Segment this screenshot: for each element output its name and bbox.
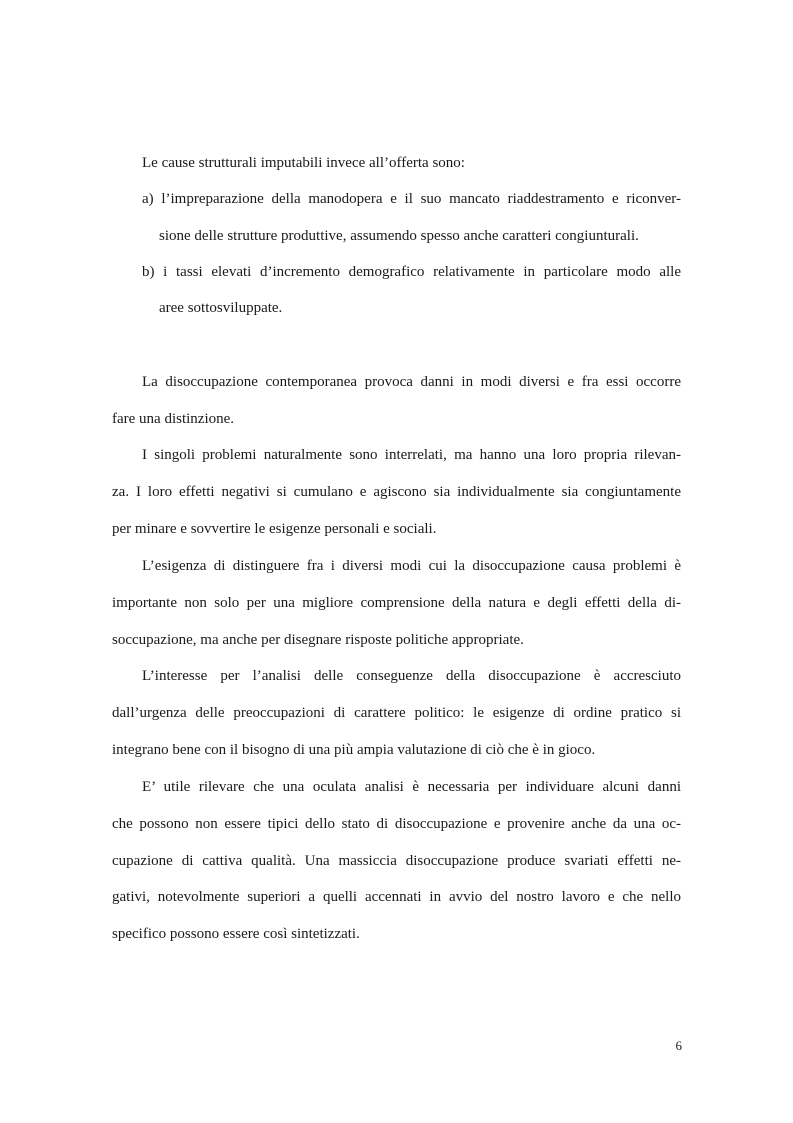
paragraph-line: Le cause strutturali imputabili invece all’offerta sono: [142,155,465,171]
paragraph-line: E’ utile rilevare che una oculata analisi è necessaria per individuare alcuni danni [142,779,681,795]
paragraph-line: dall’urgenza delle preoccupazioni di carattere politico: le esigenze di ordine pratico si [112,705,681,721]
paragraph-line: cupazione di cattiva qualità. Una massiccia disoccupazione produce svariati effetti ne- [112,853,681,869]
list-item-line: a) l’impreparazione della manodopera e il suo mancato riaddestramento e riconver- [142,191,681,207]
paragraph-line: importante non solo per una migliore comprensione della natura e degli effetti della di- [112,595,681,611]
list-item-line: b) i tassi elevati d’incremento demografico relativamente in particolare modo alle [142,264,681,280]
paragraph-line: fare una distinzione. [112,411,235,427]
paragraph-line: I singoli problemi naturalmente sono interrelati, ma hanno una loro propria rilevan- [142,447,681,463]
list-item-line: aree sottosviluppate. [159,300,283,316]
paragraph-line: specifico possono essere così sintetizzati. [112,926,360,942]
paragraph-line: soccupazione, ma anche per disegnare risposte politiche appropriate. [112,632,524,648]
paragraph-line: L’esigenza di distinguere fra i diversi modi cui la disoccupazione causa problemi è [142,558,681,574]
paragraph-line: che possono non essere tipici dello stato di disoccupazione e provenire anche da una oc- [112,816,681,832]
list-item-line: sione delle strutture produttive, assumendo spesso anche caratteri congiunturali. [159,228,639,244]
paragraph-line: za. I loro effetti negativi si cumulano e agiscono sia individualmente sia congiuntamente [112,484,681,500]
paragraph-line: per minare e sovvertire le esigenze personali e sociali. [112,521,437,537]
paragraph-line: La disoccupazione contemporanea provoca danni in modi diversi e fra essi occorre [142,374,681,390]
paragraph-line: gativi, notevolmente superiori a quelli accennati in avvio del nostro lavoro e che nello [112,889,681,905]
paragraph-line: L’interesse per l’analisi delle conseguenze della disoccupazione è accresciuto [142,668,681,684]
page-number: 6 [675,1038,682,1053]
paragraph-line: integrano bene con il bisogno di una più ampia valutazione di ciò che è in gioco. [112,742,596,758]
